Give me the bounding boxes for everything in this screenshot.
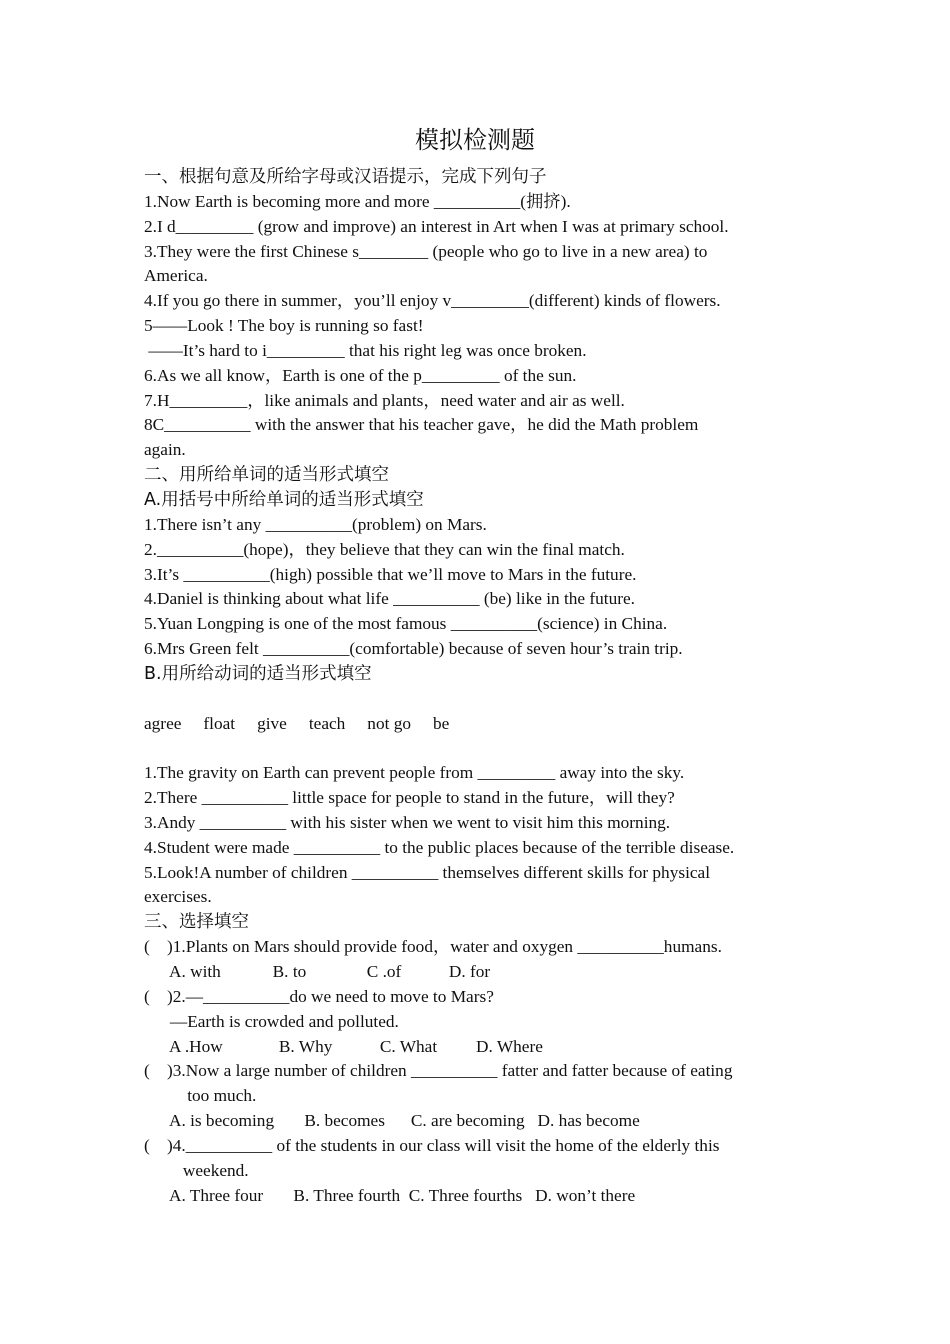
- word-bank-item: be: [432, 713, 450, 733]
- s1-line-8: 6.As we all know，Earth is one of the p_________ of the sun.: [144, 365, 577, 385]
- s3-line-6: ( )3.Now a large number of children __________ fatter and fatter because of eating: [144, 1061, 733, 1081]
- s1-line-3: 3.They were the first Chinese s________ (people who go to live in a new area) to: [144, 241, 708, 261]
- s1-line-2: 2.I d_________ (grow and improve) an interest in Art when I was at primary school.: [144, 216, 729, 236]
- section3-heading: 三、选择填空: [144, 912, 249, 933]
- s1-line-10: 8C__________ with the answer that his teacher gave，he did the Math problem: [144, 415, 699, 435]
- section2-heading: 二、用所给单词的适当形式填空: [144, 465, 389, 486]
- word-bank-item: float: [203, 713, 236, 733]
- section2b-heading: B.用所给动词的适当形式填空: [144, 663, 372, 684]
- s2b-line-6: exercises.: [144, 887, 212, 907]
- s1-line-7: ——It’s hard to i_________ that his right leg was once broken.: [144, 340, 587, 360]
- s1-line-4: America.: [144, 266, 208, 286]
- section2a-heading: A.用括号中所给单词的适当形式填空: [144, 489, 424, 510]
- s2b-line-4: 4.Student were made __________ to the public places because of the terrible disease.: [144, 837, 735, 857]
- s3-line-1: ( )1.Plants on Mars should provide food，water and oxygen __________humans.: [144, 937, 722, 957]
- s1-line-6: 5——Look ! The boy is running so fast!: [144, 316, 424, 336]
- page-title: 模拟检测题: [415, 126, 535, 154]
- spacer: [144, 736, 814, 761]
- word-bank-item: teach: [308, 713, 346, 733]
- word-bank-item: agree: [144, 713, 182, 733]
- s2b-line-5: 5.Look!A number of children __________ themselves different skills for physical: [144, 862, 711, 882]
- s2b-line-3: 3.Andy __________ with his sister when we went to visit him this morning.: [144, 812, 671, 832]
- word-bank-item: give: [257, 713, 287, 733]
- s1-line-9: 7.H_________，like animals and plants，need water and air as well.: [144, 390, 625, 410]
- s2a-line-6: 6.Mrs Green felt __________(comfortable) because of seven hour’s train trip.: [144, 639, 683, 659]
- word-bank: [144, 712, 814, 737]
- s3-line-3: ( )2.—__________do we need to move to Mars?: [144, 986, 494, 1006]
- s3-line-5: A .How B. Why C. What D. Where: [144, 1036, 543, 1056]
- s2a-line-4: 4.Daniel is thinking about what life __________ (be) like in the future.: [144, 589, 635, 609]
- s3-line-11: A. Three four B. Three fourth C. Three fourths D. won’t there: [144, 1185, 636, 1205]
- s3-line-4: —Earth is crowded and polluted.: [144, 1011, 399, 1031]
- s2b-line-2: 2.There __________ little space for people to stand in the future，will they?: [144, 788, 675, 808]
- s2a-line-2: 2.__________(hope)，they believe that they can win the final match.: [144, 539, 625, 559]
- spacer: [144, 687, 814, 712]
- s2a-line-5: 5.Yuan Longping is one of the most famous __________(science) in China.: [144, 614, 668, 634]
- s1-line-5: 4.If you go there in summer，you’ll enjoy v_________(different) kinds of flowers.: [144, 291, 721, 311]
- word-bank-item: not go: [367, 713, 411, 733]
- s3-line-2: A. with B. to C .of D. for: [144, 962, 491, 981]
- s2b-line-1: 1.The gravity on Earth can prevent people from _________ away into the sky.: [144, 763, 685, 783]
- section1-heading: 一、根据句意及所给字母或汉语提示，完成下列句子: [144, 167, 547, 187]
- s3-line-10: weekend.: [144, 1160, 249, 1180]
- s3-line-9: ( )4.__________ of the students in our class will visit the home of the elderly this: [144, 1135, 720, 1155]
- s1-line-1: 1.Now Earth is becoming more and more __________(拥挤).: [144, 191, 571, 211]
- s1-line-11: again.: [144, 440, 186, 460]
- s2a-line-1: 1.There isn’t any __________(problem) on Mars.: [144, 514, 487, 534]
- s3-line-7: too much.: [144, 1086, 257, 1106]
- s2a-line-3: 3.It’s __________(high) possible that we’ll move to Mars in the future.: [144, 564, 637, 584]
- s3-line-8: A. is becoming B. becomes C. are becoming D. has become: [144, 1111, 640, 1131]
- worksheet-content: [144, 165, 814, 1208]
